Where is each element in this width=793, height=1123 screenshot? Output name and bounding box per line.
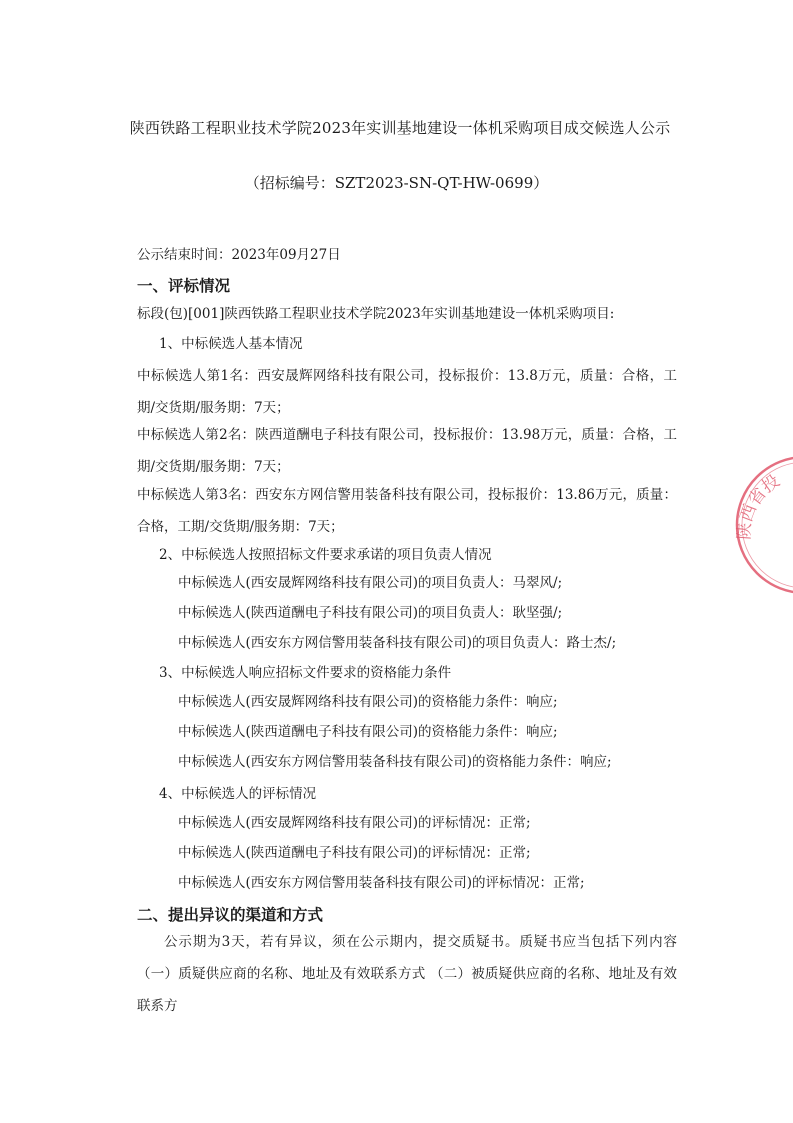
evaluation-3: 中标候选人(西安东方网信警用装备科技有限公司)的评标情况：正常; xyxy=(178,875,585,891)
section-heading-evaluation: 一、评标情况 xyxy=(137,277,231,295)
project-leader-2: 中标候选人(陕西道酬电子科技有限公司)的项目负责人：耿坚强/; xyxy=(178,605,563,621)
candidate-2: 中标候选人第2名：陕西道酬电子科技有限公司，投标报价：13.98万元，质量：合格，工期/交货期/服务期：7天； xyxy=(137,427,677,475)
subsection-title-project-leader: 2、中标候选人按照招标文件要求承诺的项目负责人情况 xyxy=(159,547,492,563)
subsection-title-qualification: 3、中标候选人响应招标文件要求的资格能力条件 xyxy=(159,665,452,681)
evaluation-2: 中标候选人(陕西道酬电子科技有限公司)的评标情况：正常; xyxy=(178,845,531,861)
section-heading-objection: 二、提出异议的渠道和方式 xyxy=(137,906,324,924)
end-time: 公示结束时间：2023年09月27日 xyxy=(137,247,341,263)
official-seal-stamp xyxy=(730,450,793,600)
evaluation-1: 中标候选人(西安晟辉网络科技有限公司)的评标情况：正常; xyxy=(178,815,531,831)
qualification-3: 中标候选人(西安东方网信警用装备科技有限公司)的资格能力条件：响应; xyxy=(178,754,612,770)
document-title: 陕西铁路工程职业技术学院2023年实训基地建设一体机采购项目成交候选人公示 xyxy=(129,119,671,137)
seal-text: 陕西省投 xyxy=(734,471,784,541)
subsection-title-basic-info: 1、中标候选人基本情况 xyxy=(159,336,303,352)
bid-number: （招标编号：SZT2023-SN-QT-HW-0699） xyxy=(244,174,549,192)
subsection-title-evaluation: 4、中标候选人的评标情况 xyxy=(159,786,317,802)
lot-intro: 标段(包)[001]陕西铁路工程职业技术学院2023年实训基地建设一体机采购项目: xyxy=(137,306,615,322)
objection-body: 公示期为3天，若有异议，须在公示期内，提交质疑书。质疑书应当包括下列内容 （一）质疑供应商的名称、地址及有效联系方式 （二）被质疑供应商的名称、地址及有效联系方 xyxy=(137,934,677,1014)
qualification-2: 中标候选人(陕西道酬电子科技有限公司)的资格能力条件：响应; xyxy=(178,724,558,740)
project-leader-1: 中标候选人(西安晟辉网络科技有限公司)的项目负责人：马翠风/; xyxy=(178,575,563,591)
candidate-1: 中标候选人第1名：西安晟辉网络科技有限公司，投标报价：13.8万元，质量：合格，工期/交货期/服务期：7天； xyxy=(137,368,677,416)
qualification-1: 中标候选人(西安晟辉网络科技有限公司)的资格能力条件：响应; xyxy=(178,694,558,710)
project-leader-3: 中标候选人(西安东方网信警用装备科技有限公司)的项目负责人：路士杰/; xyxy=(178,635,617,651)
candidate-3: 中标候选人第3名：西安东方网信警用装备科技有限公司，投标报价：13.86万元，质量：合格，工期/交货期/服务期：7天； xyxy=(137,487,677,535)
